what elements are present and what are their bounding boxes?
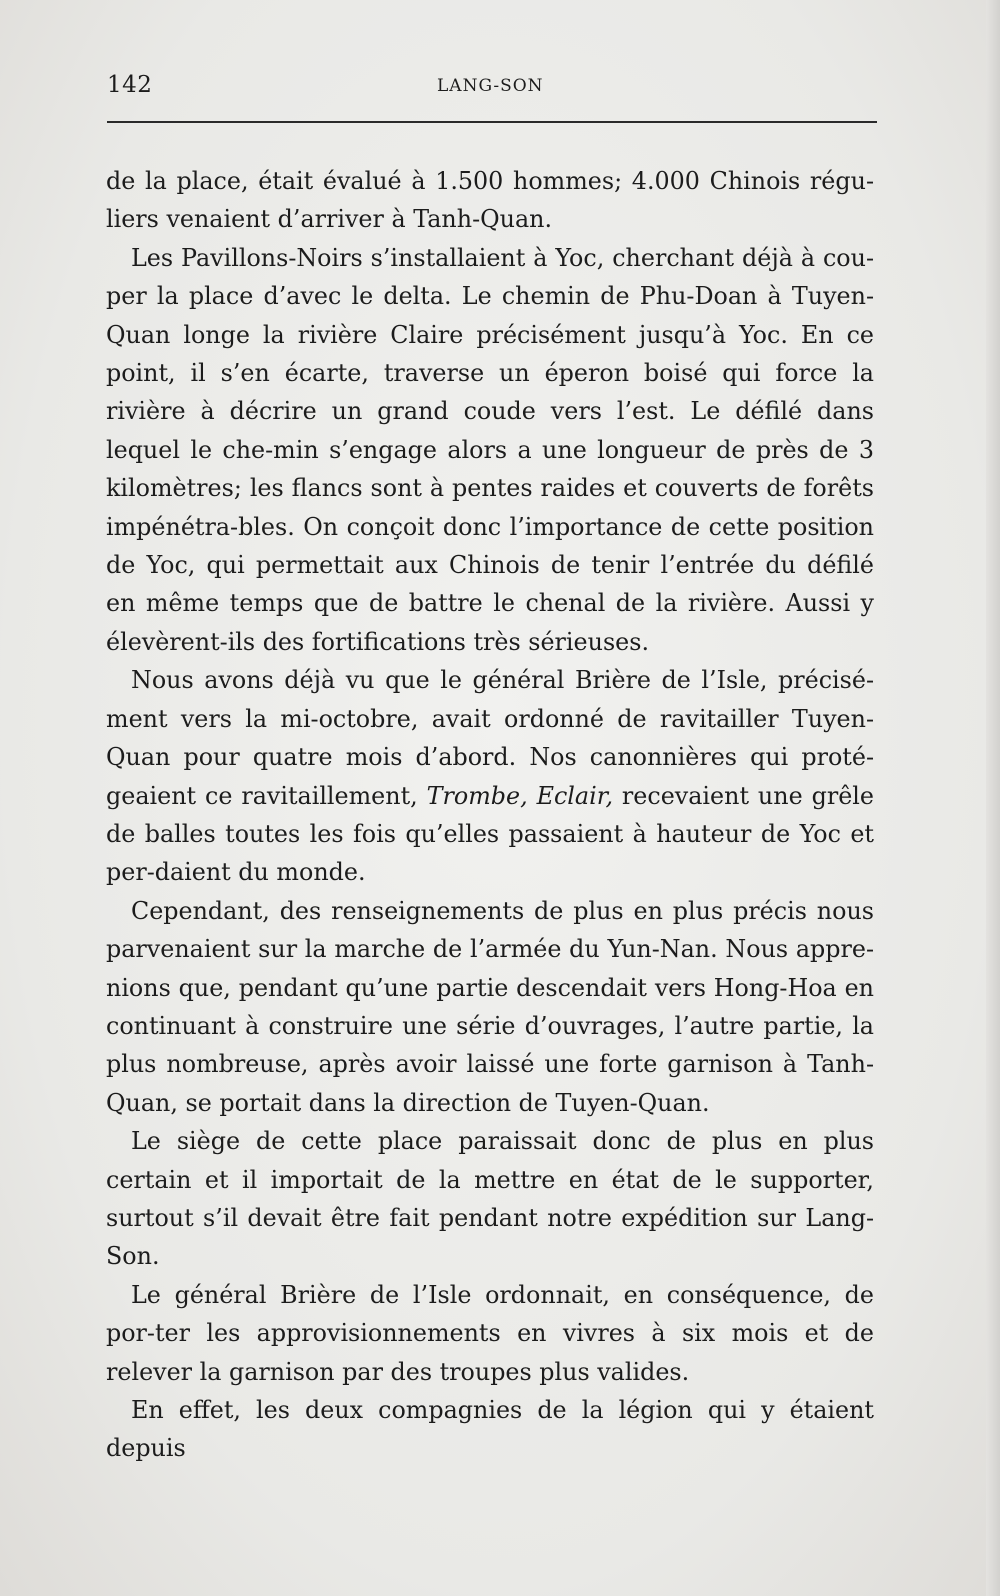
paragraph-3-text-after: recevaient une grêle de balles toutes les fois qu’elles passaient à hauteur de Yoc et per-daient du monde. xyxy=(106,781,874,887)
paragraph-5: Le siège de cette place paraissait donc de plus en plus certain et il importait de la mettre en état de le supporter, surtout s’il devait être fait pendant notre expédition sur Lang-Son. xyxy=(106,1127,874,1271)
paragraph-2: Les Pavillons-Noirs s’installaient à Yoc, cherchant déjà à cou-per la place d’avec le delta. Le chemin de Phu-Doan à Tuyen-Quan longe la rivière Claire précisément jusqu’à Yoc. En ce point, il s’en écarte, traverse un éperon boisé qui force la rivière à décrire un grand coude vers l’est. Le défilé dans lequel le che-min s’engage alors a une longueur de près de 3 kilomètres; les flancs sont à pentes raides et couverts de forêts impénétra-bles. On conçoit donc l’importance de cette position de Yoc, qui permettait aux Chinois de tenir l’entrée du défilé en même temps que de battre le chenal de la rivière. Aussi y élevèrent-ils des fortifications très sérieuses. xyxy=(106,243,874,656)
gunboat-names: Trombe, Eclair, xyxy=(426,781,614,810)
paragraph-4: Cependant, des renseignements de plus en plus précis nous parvenaient sur la marche de l’armée du Yun-Nan. Nous appre-nions que, pendant qu’une partie descendait vers Hong-Hoa en continuant à construire une série d’ouvrages, l’autre partie, la plus nombreuse, après avoir laissé une forte garnison à Tanh-Quan, se portait dans la direction de Tuyen-Quan. xyxy=(106,896,874,1117)
page-edge-shadow xyxy=(986,0,1000,1596)
running-title: LANG-SON xyxy=(437,76,544,96)
paragraph-1: de la place, était évalué à 1.500 hommes; 4.000 Chinois régu-liers venaient d’arriver à Tanh-Quan. xyxy=(106,167,874,234)
paragraph-3 xyxy=(106,661,874,891)
paragraph-3-text-before: Nous avons déjà vu que le général Brière de l’Isle, précisé-ment vers la mi-octobre, avait ordonné de ravitailler Tuyen-Quan pour quatre mois d’abord. Nos canonnières qui proté-geaient ce ravitaillement, xyxy=(106,666,874,810)
page-header xyxy=(107,72,877,102)
page-number: 142 xyxy=(107,72,153,98)
paragraph-7: En effet, les deux compagnies de la légion qui y étaient depuis xyxy=(106,1396,874,1463)
body-text xyxy=(106,162,874,1468)
header-rule xyxy=(107,121,877,123)
paragraph-6: Le général Brière de l’Isle ordonnait, en conséquence, de por-ter les approvisionnements en vivres à six mois et de relever la garnison par des troupes plus valides. xyxy=(106,1280,874,1386)
